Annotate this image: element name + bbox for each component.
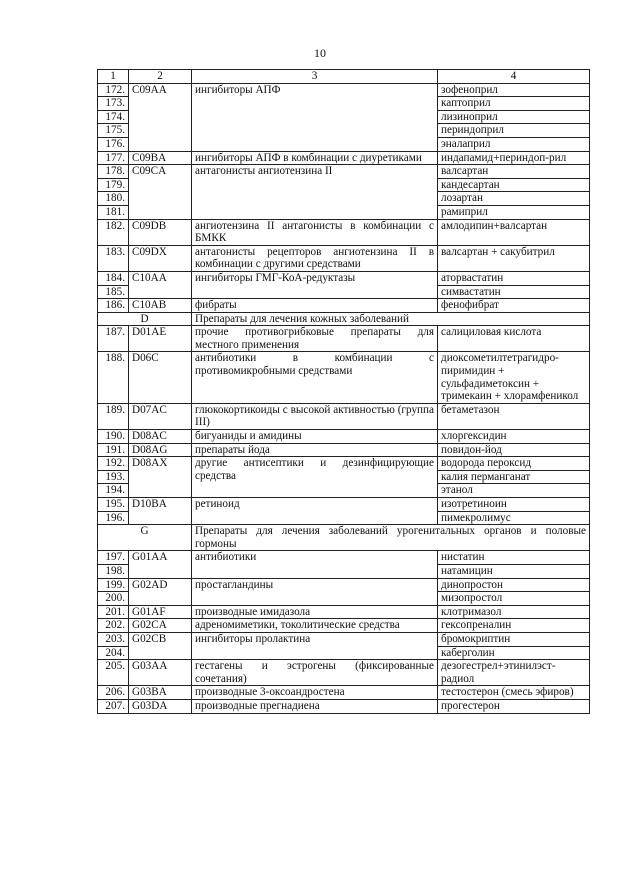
drug-name: аторвастатин [438, 271, 590, 285]
atc-code: D07AC [129, 403, 192, 429]
row-number: 197. [98, 551, 129, 565]
atc-code: G02CB [129, 632, 192, 659]
atc-code: G02CA [129, 619, 192, 633]
pharmacological-group: ингибиторы АПФ [192, 83, 438, 151]
drug-name: лизиноприл [438, 110, 590, 124]
atc-code: C09BA [129, 151, 192, 165]
pharmacological-group: производные имидазола [192, 605, 438, 619]
drug-name: повидон-йод [438, 443, 590, 457]
atc-code: C10AB [129, 299, 192, 313]
pharmacological-group: препараты йода [192, 443, 438, 457]
drug-name: диоксометилтетрагидро-пиримидин + сульфадиметоксин + тримекаин + хлорамфеникол [438, 352, 590, 403]
atc-code: D08AG [129, 443, 192, 457]
table-row [98, 498, 590, 512]
row-number: 184. [98, 271, 129, 285]
row-number: 183. [98, 245, 129, 271]
table-row [98, 632, 590, 646]
table-row [98, 165, 590, 179]
drug-name: каптоприл [438, 97, 590, 111]
pharmacological-group: ангиотензина II антагонисты в комбинации с БМКК [192, 219, 438, 245]
section-row [98, 312, 590, 326]
pharmacological-group: антагонисты ангиотензина II [192, 165, 438, 219]
row-number: 185. [98, 285, 129, 299]
drug-table [97, 69, 590, 714]
table-row [98, 686, 590, 700]
drug-name: салициловая кислота [438, 326, 590, 352]
section-row [98, 525, 590, 551]
row-number: 192. [98, 457, 129, 471]
pharmacological-group: фибраты [192, 299, 438, 313]
drug-name: хлоргексидин [438, 430, 590, 444]
atc-code: C09CA [129, 165, 192, 219]
drug-name: гексопреналин [438, 619, 590, 633]
table-row [98, 299, 590, 313]
drug-name: зофеноприл [438, 83, 590, 97]
row-number: 182. [98, 219, 129, 245]
atc-code: G03AA [129, 660, 192, 686]
row-number: 195. [98, 498, 129, 512]
page-number: 10 [314, 46, 326, 60]
pharmacological-group: простагландины [192, 578, 438, 605]
drug-name: этанол [438, 484, 590, 498]
table-row [98, 403, 590, 429]
drug-name: динопростон [438, 578, 590, 592]
atc-code: C09DX [129, 245, 192, 271]
row-number: 172. [98, 83, 129, 97]
header-cell: 2 [129, 70, 192, 84]
table-row [98, 245, 590, 271]
table-row [98, 326, 590, 352]
drug-name: валсартан [438, 165, 590, 179]
atc-code: D06C [129, 352, 192, 403]
section-code: D [98, 312, 192, 326]
row-number: 189. [98, 403, 129, 429]
pharmacological-group: антибиотики в комбинации с противомикробными средствами [192, 352, 438, 403]
table-row [98, 551, 590, 565]
drug-name: нистатин [438, 551, 590, 565]
table-row [98, 151, 590, 165]
row-number: 198. [98, 564, 129, 578]
row-number: 186. [98, 299, 129, 313]
atc-code: D08AC [129, 430, 192, 444]
drug-table-body [98, 70, 590, 714]
pharmacological-group: ингибиторы ГМГ-КоА-редуктазы [192, 271, 438, 298]
drug-name: эналаприл [438, 137, 590, 151]
atc-code: C10AA [129, 271, 192, 298]
table-row [98, 83, 590, 97]
row-number: 200. [98, 592, 129, 606]
drug-name: пимекролимус [438, 511, 590, 525]
row-number: 180. [98, 192, 129, 206]
row-number: 191. [98, 443, 129, 457]
atc-code: C09DB [129, 219, 192, 245]
pharmacological-group: другие антисептики и дезинфицирующие средства [192, 457, 438, 498]
table-row [98, 271, 590, 285]
row-number: 205. [98, 660, 129, 686]
row-number: 199. [98, 578, 129, 592]
table-row [98, 443, 590, 457]
atc-code: G01AA [129, 551, 192, 578]
row-number: 178. [98, 165, 129, 179]
drug-name: симвастатин [438, 285, 590, 299]
pharmacological-group: адреномиметики, токолитические средства [192, 619, 438, 633]
table-row [98, 457, 590, 471]
row-number: 175. [98, 124, 129, 138]
drug-name: водорода пероксид [438, 457, 590, 471]
pharmacological-group: антагонисты рецепторов ангиотензина II в комбинации с другими средствами [192, 245, 438, 271]
drug-name: тестостерон (смесь эфиров) [438, 686, 590, 700]
drug-name: рамиприл [438, 205, 590, 219]
row-number: 179. [98, 178, 129, 192]
row-number: 176. [98, 137, 129, 151]
atc-code: C09AA [129, 83, 192, 151]
row-number: 181. [98, 205, 129, 219]
row-number: 196. [98, 511, 129, 525]
drug-name: фенофибрат [438, 299, 590, 313]
table-header-row [98, 70, 590, 84]
pharmacological-group: бигуаниды и амидины [192, 430, 438, 444]
pharmacological-group: прочие противогрибковые препараты для местного применения [192, 326, 438, 352]
table-row [98, 660, 590, 686]
pharmacological-group: глюкокортикоиды с высокой активностью (группа III) [192, 403, 438, 429]
drug-name: изотретиноин [438, 498, 590, 512]
table-row [98, 699, 590, 713]
atc-code: G03BA [129, 686, 192, 700]
drug-name: каберголин [438, 646, 590, 660]
section-title: Препараты для лечения кожных заболеваний [192, 312, 590, 326]
row-number: 202. [98, 619, 129, 633]
section-code: G [98, 525, 192, 551]
row-number: 206. [98, 686, 129, 700]
atc-code: D01AE [129, 326, 192, 352]
section-title: Препараты для лечения заболеваний урогенитальных органов и половые гормоны [192, 525, 590, 551]
drug-name: периндоприл [438, 124, 590, 138]
drug-name: прогестерон [438, 699, 590, 713]
drug-name: кандесартан [438, 178, 590, 192]
atc-code: D10BA [129, 498, 192, 525]
pharmacological-group: гестагены и эстрогены (фиксированные сочетания) [192, 660, 438, 686]
row-number: 203. [98, 632, 129, 646]
pharmacological-group: ингибиторы АПФ в комбинации с диуретиками [192, 151, 438, 165]
table-row [98, 578, 590, 592]
table-row [98, 219, 590, 245]
row-number: 187. [98, 326, 129, 352]
table-row [98, 352, 590, 403]
table-row [98, 430, 590, 444]
row-number: 173. [98, 97, 129, 111]
table-row [98, 605, 590, 619]
pharmacological-group: ретиноид [192, 498, 438, 525]
atc-code: G02AD [129, 578, 192, 605]
table-row [98, 619, 590, 633]
row-number: 190. [98, 430, 129, 444]
drug-name: амлодипин+валсартан [438, 219, 590, 245]
row-number: 207. [98, 699, 129, 713]
drug-name: клотримазол [438, 605, 590, 619]
drug-name: валсартан + сакубитрил [438, 245, 590, 271]
header-cell: 3 [192, 70, 438, 84]
drug-name: калия перманганат [438, 470, 590, 484]
row-number: 174. [98, 110, 129, 124]
drug-name: индапамид+периндоп-рил [438, 151, 590, 165]
drug-name: мизопростол [438, 592, 590, 606]
pharmacological-group: ингибиторы пролактина [192, 632, 438, 659]
pharmacological-group: антибиотики [192, 551, 438, 578]
pharmacological-group: производные 3-оксоандростена [192, 686, 438, 700]
pharmacological-group: производные прегнадиена [192, 699, 438, 713]
drug-name: натамицин [438, 564, 590, 578]
drug-name: бромокриптин [438, 632, 590, 646]
atc-code: G03DA [129, 699, 192, 713]
header-cell: 4 [438, 70, 590, 84]
atc-code: G01AF [129, 605, 192, 619]
row-number: 204. [98, 646, 129, 660]
row-number: 188. [98, 352, 129, 403]
row-number: 194. [98, 484, 129, 498]
atc-code: D08AX [129, 457, 192, 498]
row-number: 201. [98, 605, 129, 619]
drug-name: лозартан [438, 192, 590, 206]
drug-name: бетаметазон [438, 403, 590, 429]
header-cell: 1 [98, 70, 129, 84]
row-number: 193. [98, 470, 129, 484]
drug-name: дезогестрел+этинилэст-радиол [438, 660, 590, 686]
row-number: 177. [98, 151, 129, 165]
